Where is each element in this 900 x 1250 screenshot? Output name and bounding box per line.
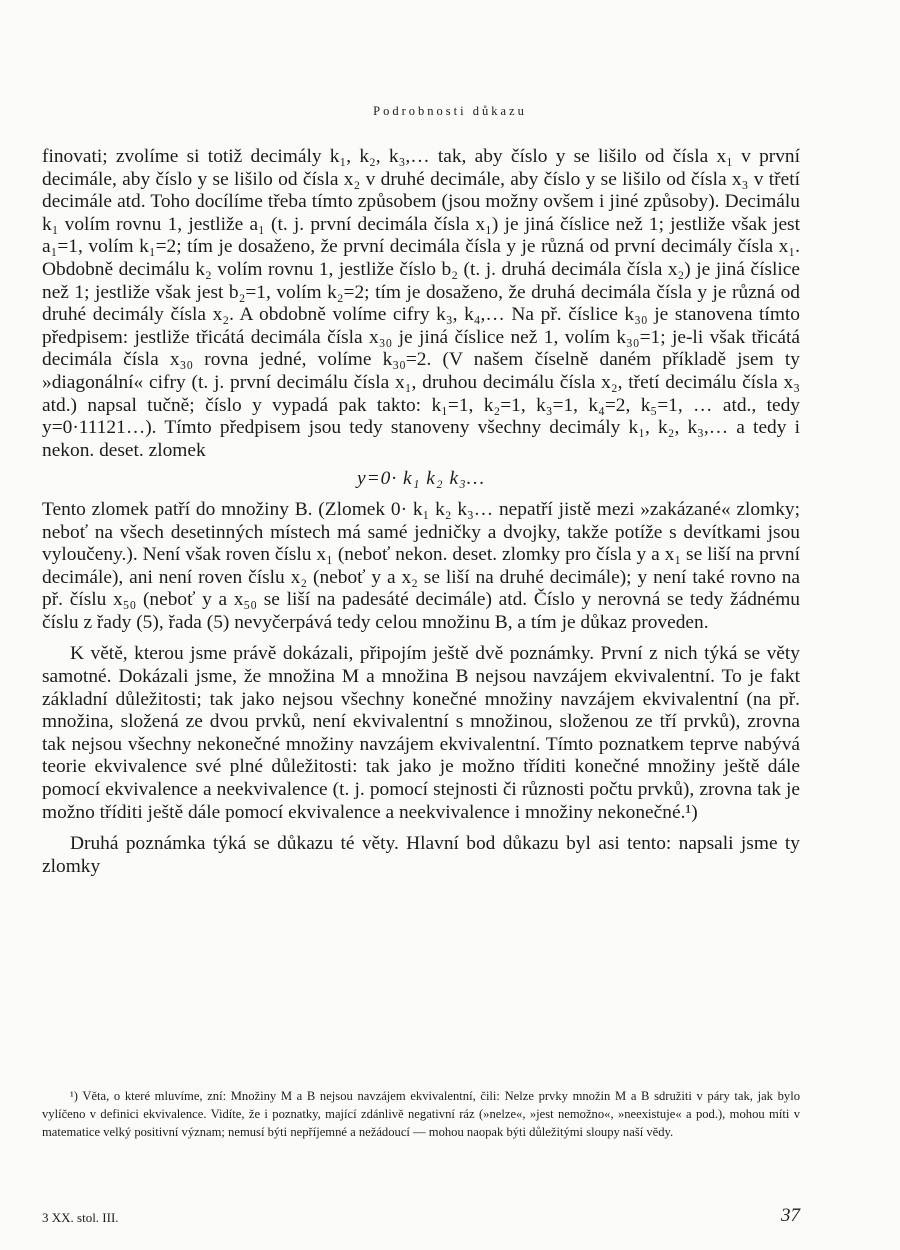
- body-text: [42, 146, 800, 878]
- formula-y: y=0· k₁ k₂ k₃…: [356, 468, 486, 490]
- paragraph-4: Druhá poznámka týká se důkazu té věty. Hlavní bod důkazu byl asi tento: napsali jsme ty zlomky: [42, 833, 800, 877]
- footnote: [42, 1087, 800, 1141]
- running-head: Podrobnosti důkazu: [373, 104, 527, 118]
- paragraph-2: Tento zlomek patří do množiny B. (Zlomek 0· k₁ k₂ k₃… nepatří jistě mezi »zakázané« zlomky; neboť na všech desetinných místech má samé jedničky a dvojky, takže potíže s devítkami jsou vyloučeny.). Není však roven číslu x₁ (neboť nekon. deset. zlomky pro čísla y a x₁ se liší na první decimále), ani není roven číslu x₂ (neboť y a x₂ se liší na druhé decimále); y není také rovno na př. číslu x₅₀ (neboť y a x₅₀ se liší na padesáté decimále) atd. Číslo y nerovná se tedy žádnému číslu z řady (5), řada (5) nevyčerpává tedy celou množinu B, a tím je důkaz proveden.: [42, 498, 800, 633]
- paragraph-3: K větě, kterou jsme právě dokázali, připojím ještě dvě poznámky. První z nich týká se věty samotné. Dokázali jsme, že množina M a množina B nejsou navzájem ekvivalentní. To je fakt základní důležitosti; tak jako nejsou všechny konečné množiny navzájem ekvivalentní (na př. množina, složená ze dvou prvků, není ekvivalentní s množinou, složenou ze tří prvků), zrovna tak nejsou všechny nekonečné množiny navzájem ekvivalentní. Tímto poznatkem teprve nabývá teorie ekvivalence své plné důležitosti: tak jako je možno tříditi konečné množiny ještě dále pomocí ekvivalence a neekvivalence (t. j. pomocí stejnosti či různosti počtu prvků), zrovna tak je možno tříditi ještě dále pomocí ekvivalence a neekvivalence i množiny nekonečné.¹): [42, 643, 800, 823]
- footnote-text: ¹) Věta, o které mluvíme, zní: Množiny M a B nejsou navzájem ekvivalentní, čili: Nelze prvky množin M a B sdružiti v páry tak, jak bylo vylíčeno v definici ekvivalence. Vidíte, že i poznatky, mající zdánlivě negativní ráz (»nelze«, »jest nemožno«, »neexistuje« a pod.), mohou míti v matematice velký positivní význam; nemusí býti nepříjemné a nežádoucí — mohou naopak býti důležitými sloupy naší vědy.: [42, 1089, 800, 1139]
- paragraph-1: finovati; zvolíme si totiž decimály k₁, k₂, k₃,… tak, aby číslo y se lišilo od čísla x₁ v první decimále, aby číslo y se lišilo od čísla x₂ v druhé decimále, aby číslo y se lišilo od čísla x₃ v třetí decimále atd. Toho docílíme třeba tímto způsobem (jsou možny ovšem i jiné způsoby). Decimálu k₁ volím rovnu 1, jestliže a₁ (t. j. první decimála čísla x₁) je jiná číslice než 1; jestliže však jest a₁=1, volím k₁=2; tím je dosaženo, že první decimála čísla y je různá od první decimály čísla x₁. Obdobně decimálu k₂ volím rovnu 1, jestliže číslo b₂ (t. j. druhá decimála čísla x₂) je jiná číslice než 1; jestliže však jest b₂=1, volím k₂=2; tím je dosaženo, že druhá decimála čísla y je různá od druhé decimály čísla x₂. A obdobně volíme cifry k₃, k₄,… Na př. číslice k₃₀ je stanovena tímto předpisem: jestliže třicátá decimála čísla x₃₀ je jiná číslice než 1, volím k₃₀=1; je-li však třicátá decimála čísla x₃₀ rovna jedné, volíme k₃₀=2. (V našem číselně daném příkladě jsem ty »diagonální« cifry (t. j. první decimálu čísla x₁, druhou decimálu čísla x₂, třetí decimálu čísla x₃ atd.) napsal tučně; číslo y vypadá pak takto: k₁=1, k₂=1, k₃=1, k₄=2, k₅=1, … atd., tedy y=0·11121…). Tímto předpisem jsou tedy stanoveny všechny decimály k₁, k₂, k₃,… a tedy i nekon. deset. zlomek: [42, 146, 800, 461]
- printer-signature: 3 XX. stol. III.: [42, 1210, 119, 1225]
- page-number: 37: [781, 1205, 800, 1226]
